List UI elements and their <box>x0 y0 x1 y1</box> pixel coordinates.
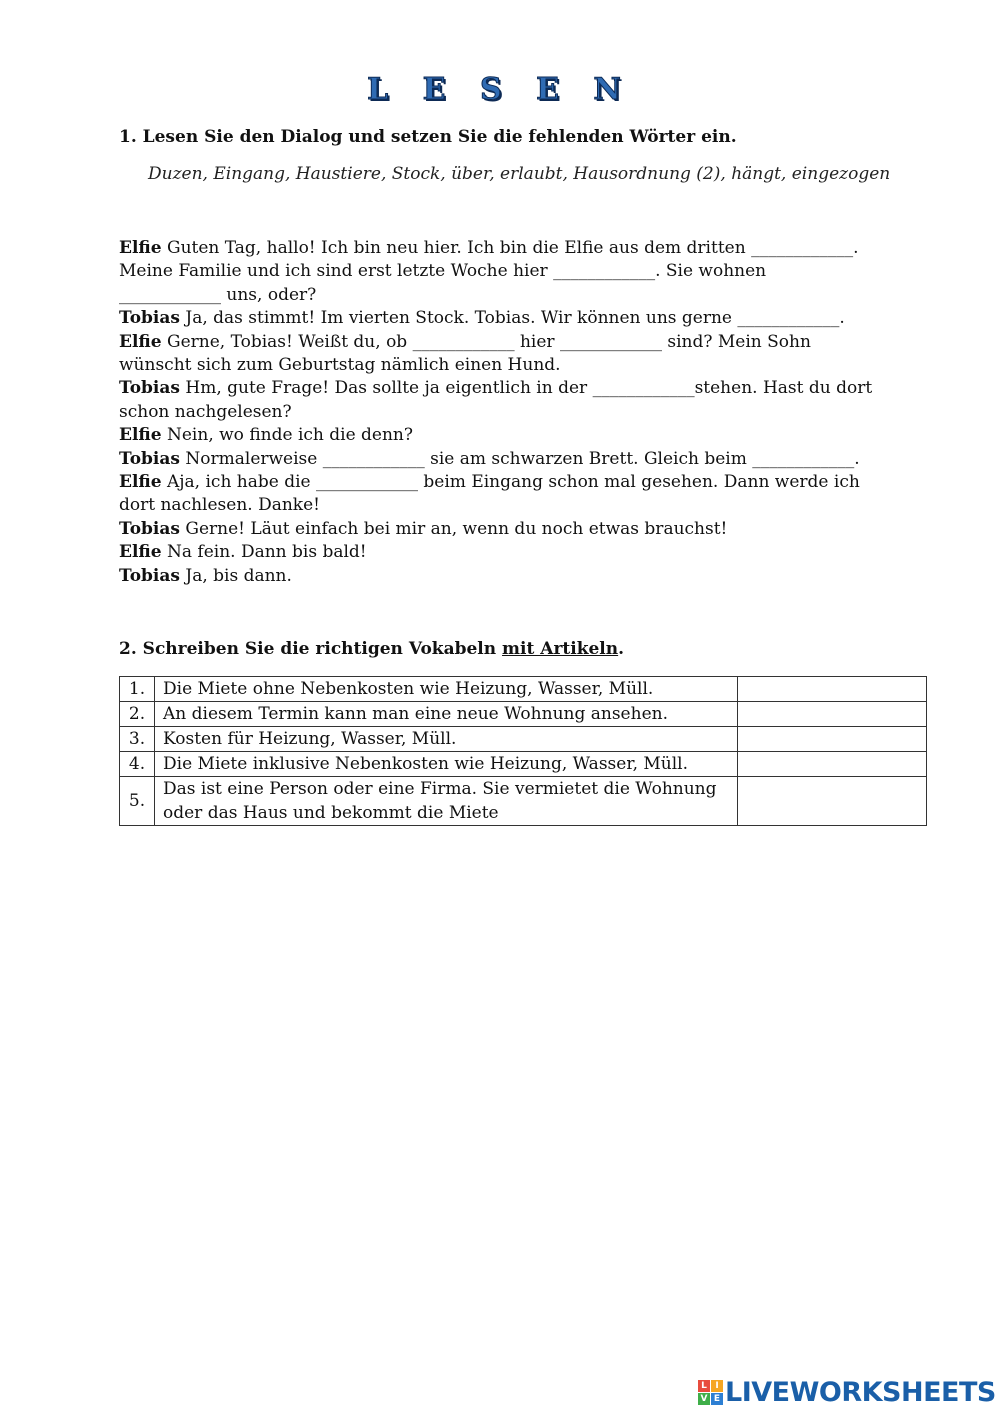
speaker: Tobias <box>119 378 180 399</box>
row-number: 5. <box>120 777 155 826</box>
dialog-line <box>119 260 919 283</box>
task1-heading: 1. Lesen Sie den Dialog und setzen Sie die fehlenden Wörter ein. <box>119 127 737 147</box>
answer-cell[interactable] <box>738 677 927 702</box>
speaker: Elfie <box>119 425 162 446</box>
answer-cell[interactable] <box>738 727 927 752</box>
row-number: 2. <box>120 702 155 727</box>
table-row <box>120 702 927 727</box>
logo-letter: I <box>711 1380 723 1392</box>
dialog-line <box>119 377 919 400</box>
speaker: Elfie <box>119 542 162 563</box>
row-description: An diesem Termin kann man eine neue Wohnung ansehen. <box>155 702 738 727</box>
dialog-line <box>119 494 919 517</box>
dialog <box>119 237 919 588</box>
dialog-line <box>119 331 919 354</box>
dialog-text: Aja, ich habe die ____________ beim Eingang schon mal gesehen. Dann werde ich <box>161 472 860 493</box>
dialog-text: dort nachlesen. Danke! <box>119 495 320 516</box>
dialog-line <box>119 307 919 330</box>
dialog-line <box>119 237 919 260</box>
task2-heading-underlined: mit Artikeln <box>502 639 619 659</box>
dialog-text: schon nachgelesen? <box>119 401 292 422</box>
dialog-text: Hm, gute Frage! Das sollte ja eigentlich in der ____________stehen. Hast du dort <box>179 378 873 399</box>
dialog-line <box>119 565 919 588</box>
task2-heading-suffix: . <box>618 639 625 659</box>
row-number: 1. <box>120 677 155 702</box>
dialog-text: Nein, wo finde ich die denn? <box>161 425 413 446</box>
dialog-line <box>119 448 919 471</box>
table-row <box>120 752 927 777</box>
row-description: Das ist eine Person oder eine Firma. Sie vermietet die Wohnung oder das Haus und bekommt die Miete <box>155 777 738 826</box>
table-row <box>120 677 927 702</box>
speaker: Tobias <box>119 565 180 586</box>
dialog-text: Meine Familie und ich sind erst letzte Woche hier ____________. Sie wohnen <box>119 261 767 282</box>
row-description: Die Miete ohne Nebenkosten wie Heizung, Wasser, Müll. <box>155 677 738 702</box>
dialog-line <box>119 354 919 377</box>
dialog-line <box>119 401 919 424</box>
dialog-text: Ja, bis dann. <box>179 565 292 586</box>
logo-letter: L <box>698 1380 710 1392</box>
speaker: Elfie <box>119 238 162 258</box>
liveworksheets-logo <box>698 1374 996 1410</box>
table-row <box>120 777 927 826</box>
dialog-text: Guten Tag, hallo! Ich bin neu hier. Ich bin die Elfie aus dem dritten ____________. <box>161 238 859 258</box>
row-description: Die Miete inklusive Nebenkosten wie Heizung, Wasser, Müll. <box>155 752 738 777</box>
dialog-line <box>119 471 919 494</box>
task2-heading <box>119 639 624 659</box>
dialog-line <box>119 424 919 447</box>
speaker: Tobias <box>119 448 180 469</box>
logo-mark-icon <box>698 1380 723 1405</box>
logo-letter: V <box>698 1393 710 1405</box>
logo-letter: E <box>711 1393 723 1405</box>
task2-heading-prefix: 2. Schreiben Sie die richtigen Vokabeln <box>119 639 503 659</box>
speaker: Tobias <box>119 308 180 329</box>
row-number: 3. <box>120 727 155 752</box>
table-row <box>120 727 927 752</box>
dialog-line <box>119 284 919 307</box>
answer-cell[interactable] <box>738 702 927 727</box>
dialog-text: Gerne, Tobias! Weißt du, ob ____________ hier ____________ sind? Mein Sohn <box>161 331 811 352</box>
dialog-text: Gerne! Läut einfach bei mir an, wenn du noch etwas brauchst! <box>179 518 728 539</box>
dialog-line <box>119 541 919 564</box>
speaker: Elfie <box>119 472 162 493</box>
dialog-text: wünscht sich zum Geburtstag nämlich einen Hund. <box>119 355 561 376</box>
dialog-text: Normalerweise ____________ sie am schwarzen Brett. Gleich beim ____________. <box>179 448 860 469</box>
page-title: L E S E N <box>367 72 633 107</box>
dialog-text: Na fein. Dann bis bald! <box>161 542 367 563</box>
row-description: Kosten für Heizung, Wasser, Müll. <box>155 727 738 752</box>
speaker: Elfie <box>119 331 162 352</box>
answer-cell[interactable] <box>738 752 927 777</box>
row-number: 4. <box>120 752 155 777</box>
speaker: Tobias <box>119 518 180 539</box>
logo-text: LIVEWORKSHEETS <box>725 1376 996 1408</box>
dialog-text: Ja, das stimmt! Im vierten Stock. Tobias. Wir können uns gerne ____________. <box>179 308 845 329</box>
dialog-line <box>119 518 919 541</box>
vocab-table <box>119 676 927 826</box>
answer-cell[interactable] <box>738 777 927 826</box>
dialog-text: ____________ uns, oder? <box>119 284 317 305</box>
word-bank: Duzen, Eingang, Haustiere, Stock, über, erlaubt, Hausordnung (2), hängt, eingezogen <box>148 164 891 184</box>
